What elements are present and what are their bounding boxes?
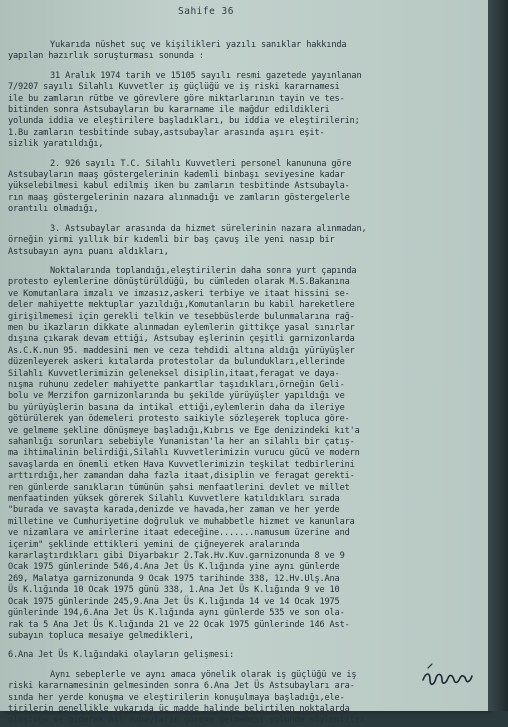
text-line: Astsubayların maaş göstergelerinin kademli binbaşı seviyesine kadar bbox=[8, 170, 345, 181]
text-line: Noktalarında toplandığı,eleştirilerin daha sonra yurt çapında bbox=[50, 265, 357, 276]
text-line: Silahlı Kuvvetlerimizin geleneksel disiplin,itaat,feragat ve daya- bbox=[8, 368, 340, 379]
paragraph-gap bbox=[8, 662, 482, 670]
text-line: girişilmemesi için gerekli telkin ve tesebbüslerde bulunmalarına rağ- bbox=[8, 311, 355, 322]
text-line: protesto eylemlerine dönüştürüldüğü, bu cümleden olarak M.S.Bakanına bbox=[8, 277, 350, 288]
page-shadow-edge bbox=[488, 0, 508, 711]
paragraph bbox=[8, 266, 482, 642]
text-line: Üs K.lığında 10 Ocak 1975 günü 338, 1.Ana Jet Üs K.lığında 9 ve 10 bbox=[8, 585, 340, 596]
text-line: men bu ikazların dikkate alınmadan eylemlerin gittikçe yasal sınırlar bbox=[8, 322, 355, 333]
text-line: ve nizamlara ve amirlerine itaat edeceğine.......namusum üzerine and bbox=[8, 528, 350, 539]
text-line: arttırdığı,her zamandan daha fazla itaat,disiplin ve feragat gerekti- bbox=[8, 471, 355, 482]
text-line: rak ta 5 Ana Jet Üs K.lığında 21 ve 22 Ocak 1975 günlerinde 146 Ast- bbox=[8, 619, 350, 630]
text-line: 1.Bu zamların tesbitinde subay,astsubaylar arasında aşırı eşit- bbox=[8, 127, 325, 138]
text-line: yapılan hazırlık soruşturması sonunda : bbox=[8, 51, 204, 62]
text-line: 7/9207 sayılı Silahlı Kuvvetler iş güçlüğü ve iş riski kararnamesi bbox=[8, 82, 340, 93]
text-line: nışma ruhunu zedeler mahiyette pankartlar taşıdıkları,örneğin Geli- bbox=[8, 379, 345, 390]
text-line: savaşlarda en önemli etken Hava Kuvvetlerimizin teşkilat tedbirlerini bbox=[8, 459, 355, 470]
text-line: ve gelmeme şekline dönüşmeye başladığı,Kıbrıs ve Ege denizindeki kıt'a bbox=[8, 425, 360, 436]
paragraph-gap bbox=[8, 216, 482, 224]
paragraph bbox=[8, 71, 482, 151]
text-line: yolunda iddia ve eleştirilere başladıkları, bu iddia ve eleştirilerin; bbox=[8, 116, 360, 127]
text-line: deler mahiyette mektuplar yazıldığı,Komutanların bu kabil hareketlere bbox=[8, 300, 355, 311]
text-line: bitinden sonra Astsubayların bu kararname ile mağdur edildikleri bbox=[8, 105, 330, 116]
paragraph-gap bbox=[8, 151, 482, 159]
text-line: bolu ve Merzifon garnizonlarında bu şekilde yürüyüşler yapıldığı ve bbox=[8, 391, 345, 402]
text-line: 6.Ana Jet Üs K.lığındaki olayların gelişmesi: bbox=[8, 650, 235, 661]
text-line: Ocak 1975 günlerinde 245,9.Ana Jet Üs K.lığında 14 ve 14 Ocak 1975 bbox=[8, 596, 340, 607]
paragraph bbox=[8, 159, 482, 216]
paragraph bbox=[8, 650, 482, 661]
text-line: 269, Malatya garnizonunda 9 Ocak 1975 tarihinde 338, 12.Hv.Ulş.Ana bbox=[8, 573, 340, 584]
text-line: riski kararnamesinin gelmesinden sonra 6.Ana Jet Üs Astsubayları ara- bbox=[8, 681, 355, 692]
text-line: kararlaştırdıkları gibi Diyarbakır 2.Tak.Hv.Kuv.garnizonunda 8 ve 9 bbox=[8, 551, 345, 562]
text-line: 31 Aralık 1974 tarih ve 15105 sayılı resmi gazetede yayınlanan bbox=[50, 70, 362, 81]
paragraph bbox=[8, 670, 482, 727]
body-text bbox=[8, 40, 482, 727]
text-line: ma ihtimalinin belirdiği,Silahlı Kuvvetlerimizin vurucu gücü ve modern bbox=[8, 448, 360, 459]
text-line: menfaatinden yüksek görerek Silahlı Kuvvetlere katıldıkları sırada bbox=[8, 494, 340, 505]
text-line: oluştuğu ve giderek Ast subayların göreve gelmemesi yolunda söylentiler bbox=[8, 715, 365, 726]
paragraph bbox=[8, 224, 482, 258]
text-line: içerim" şeklinde ettikleri yemini de çiğneyerek aralarında bbox=[8, 539, 300, 550]
text-line: düzenleyerek askeri kıtalarda protestolar da bulundukları,ellerinde bbox=[8, 357, 345, 368]
text-line: orantılı olmadığı, bbox=[8, 204, 99, 215]
paragraph-gap bbox=[8, 258, 482, 266]
text-line: ve Komutanlara imzalı ve imzasız,askeri terbiye ve itaat hissini se- bbox=[8, 288, 350, 299]
page-header: Sahife 36 bbox=[178, 6, 234, 17]
text-line: Ocak 1975 günlerinde 546,4.Ana Jet Üs K.lığında yine aynı günlerde bbox=[8, 562, 340, 573]
text-line: ile bu zamların rütbe ve görevlere göre miktarlarının tayin ve tes- bbox=[8, 93, 345, 104]
text-line: bu yürüyüşlerin basına da intikal ettiği,eylemlerin daha da ileriye bbox=[8, 402, 345, 413]
text-line: sizlik yaratıldığı, bbox=[8, 139, 104, 150]
text-line: sında her yerde konuşma ve eleştirilerin konuşulmaya başladığı,ele- bbox=[8, 692, 345, 703]
text-line: günlerinde 194,6.Ana Jet Üs K.lığında aynı günlerde 535 ve son ola- bbox=[8, 608, 345, 619]
text-line: 3. Astsubaylar arasında da hizmet sürelerinin nazara alınmadan, bbox=[50, 223, 367, 234]
handwritten-signature bbox=[420, 660, 476, 690]
text-line: As.C.K.nun 95. maddesini men ve ceza tehdidi altına aldığı yürüyüşler bbox=[8, 345, 355, 356]
paragraph-gap bbox=[8, 63, 482, 71]
text-line: tirilerin genellikle yukarıda üç madde halinde belirtilen noktalarda bbox=[8, 703, 350, 714]
paragraph bbox=[8, 40, 482, 63]
text-line: 2. 926 sayılı T.C. Silahlı Kuvvetleri personel kanununa göre bbox=[50, 158, 352, 169]
text-line: örneğin yirmi yıllık bir kıdemli bir baş çavuş ile yeni nasıp bir bbox=[8, 235, 335, 246]
text-line: Astsubayın aynı puanı aldıkları, bbox=[8, 246, 169, 257]
text-line: sahanlığı sorunları sebebiyle Yunanistan'la her an silahlı bir çatış- bbox=[8, 437, 355, 447]
text-line: milletine ve Cumhuriyetine doğruluk ve muhabbetle hizmet ve kanunlara bbox=[8, 516, 355, 527]
text-line: yükselebilmesi kabul edilmiş iken bu zamların tesbitinde Astsubayla- bbox=[8, 181, 350, 192]
text-line: "burada ve savaşta karada,denizde ve havada,her zaman ve her yerde bbox=[8, 505, 340, 516]
text-line: Aynı sebeplerle ve aynı amaca yönelik olarak iş güçlüğü ve iş bbox=[50, 669, 357, 680]
text-line: Yukarıda nüshet suç ve kişilikleri yazılı sanıklar hakkında bbox=[50, 40, 347, 50]
text-line: ren günlerde sanıkların tümünün şahsi menfaatlerini devlet ve millet bbox=[8, 482, 350, 493]
text-line: götürülerek yan ödemeleri protesto saikiyle sözleşerek topluca göre- bbox=[8, 414, 350, 425]
text-line: subayın topluca mesaiye gelmedikleri, bbox=[8, 630, 194, 641]
text-line: dışına çıkarak devam ettiği, Astsubay eşlerinin çeşitli garnizonlarda bbox=[8, 334, 355, 345]
text-line: rın maaş göstergelerinin nazara alınmadığı ve zamların göstergelerle bbox=[8, 192, 350, 203]
